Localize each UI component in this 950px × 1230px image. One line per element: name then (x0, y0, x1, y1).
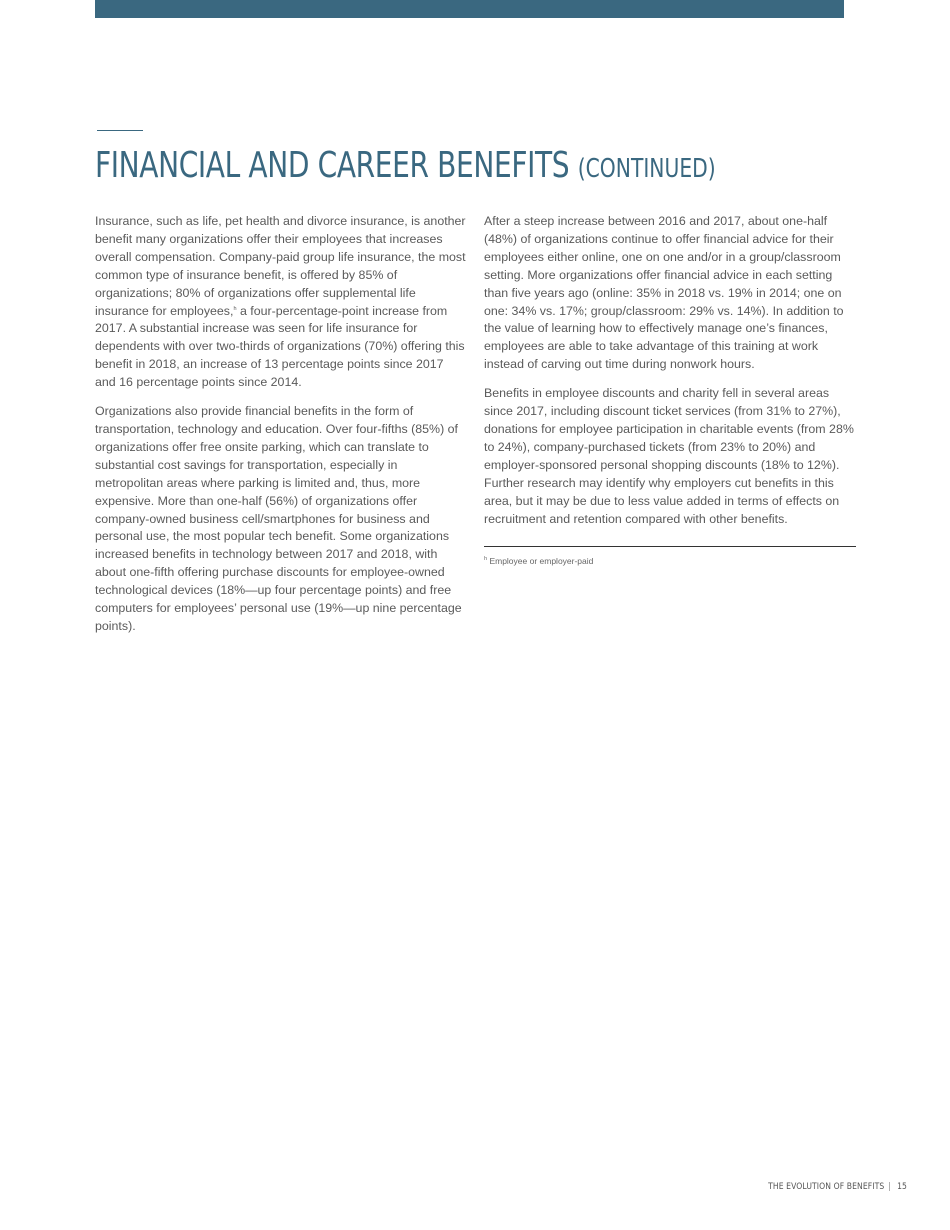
title-accent-rule (97, 130, 143, 131)
paragraph-insurance-text-2: a four-percentage-point increase from 2017. A substantial increase was seen for life insurance for dependents with over two-thirds of organizations (70%) offering this benefit in 2018, an increase of 13 percentage points since 2017 and 16 percentage points since 2014. (95, 303, 465, 390)
footnote-text: Employee or employer-paid (489, 556, 594, 567)
page-title-main: FINANCIAL AND CAREER BENEFITS (95, 145, 570, 186)
page-number: 15 (897, 1182, 907, 1192)
paragraph-transportation-technology: Organizations also provide financial benefits in the form of transportation, technology and education. Over four-fifths (85%) of organizations offer free onsite parking, which can translate to substantial cost savings for transportation, especially in metropolitan areas where parking is limited and, thus, more expensive. More than one-half (56%) of organizations offer company-owned business cell/smartphones for business and personal use, the most popular tech benefit. Some organizations increased benefits in technology between 2017 and 2018, with about one-fifth offering purchase discounts for employee-owned technological devices (18%—up four percentage points) and free computers for employees’ personal use (19%—up nine percentage points). (95, 404, 462, 633)
paragraph-discounts-charity: Benefits in employee discounts and charity fell in several areas since 2017, including discount ticket services (from 31% to 27%), donations for employee participation in charitable events (from 28% to 24%), company-purchased tickets (from 23% to 20%) and employer-sponsored personal shopping discounts (18% to 12%). Further research may identify why employers cut benefits in this area, but it may be due to less value added in terms of effects on recruitment and retention compared with other benefits. (484, 386, 854, 526)
footer-separator: | (888, 1182, 892, 1192)
footnote-divider (484, 546, 856, 547)
top-accent-bar (95, 0, 844, 18)
footnote-marker: h (484, 556, 488, 563)
left-column (95, 213, 467, 647)
footer-document-title: THE EVOLUTION OF BENEFITS (768, 1182, 885, 1192)
footnote-reference: h (233, 305, 237, 312)
page-footer (768, 1182, 907, 1192)
paragraph-insurance (95, 213, 467, 392)
footnote (484, 556, 856, 567)
paragraph-insurance-text-1: Insurance, such as life, pet health and divorce insurance, is another benefit many organizations offer their employees that increases overall compensation. Company-paid group life insurance, the most common type of insurance benefit, is offered by 85% of organizations; 80% of organizations offer supplemental life insurance for employees, (95, 214, 466, 318)
page-title-continued: (CONTINUED) (577, 154, 716, 184)
right-column (484, 213, 856, 567)
page-title (95, 144, 716, 191)
paragraph-financial-advice: After a steep increase between 2016 and 2017, about one-half (48%) of organizations continue to offer financial advice for their employees either online, one on one and/or in a group/classroom setting. More organizations offer financial advice in each setting than five years ago (online: 35% in 2018 vs. 19% in 2014; one on one: 34% vs. 17%; group/classroom: 29% vs. 14%). In addition to the value of learning how to effectively manage one’s finances, employees are able to take advantage of this training at work instead of carving out time during nonwork hours. (484, 214, 844, 372)
